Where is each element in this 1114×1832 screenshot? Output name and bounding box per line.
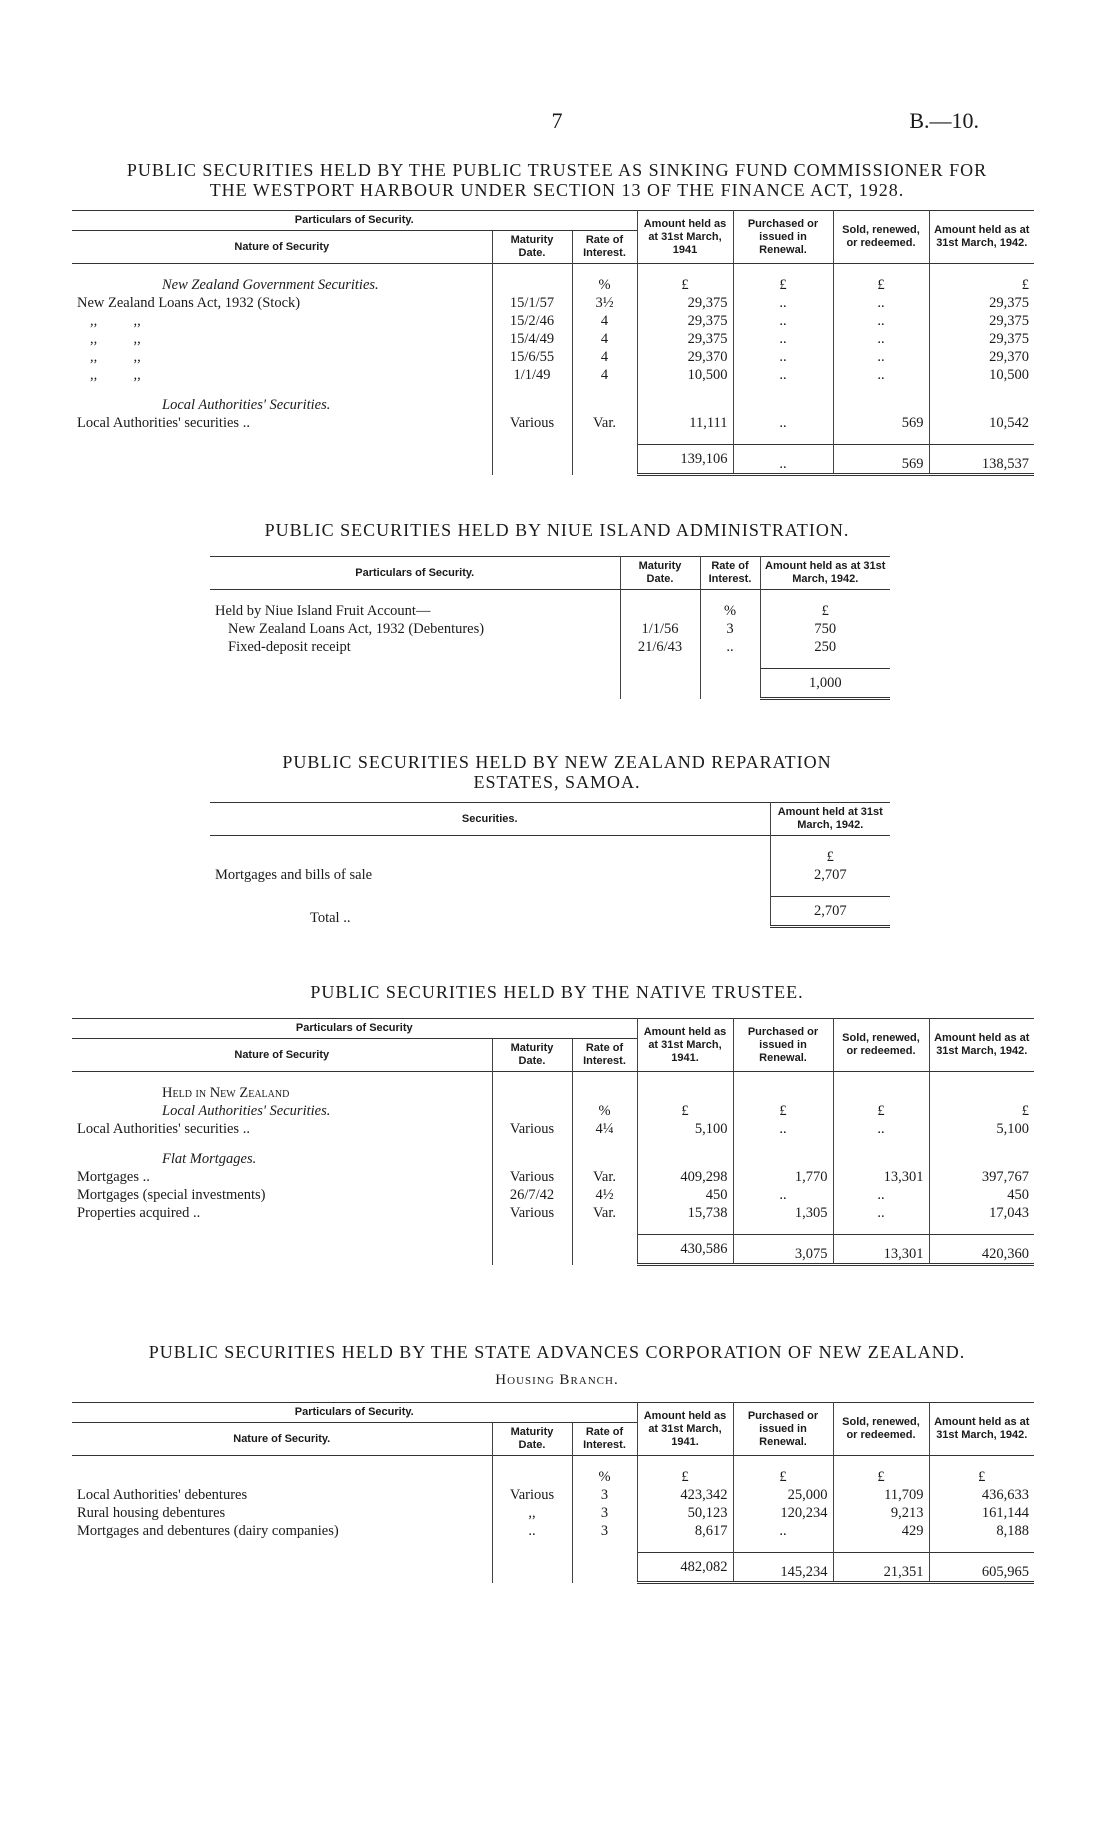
held-1941: 10,500: [637, 366, 733, 384]
total-purchased: ..: [733, 445, 833, 475]
group-title: Held by Niue Island Fruit Account—: [215, 603, 431, 619]
sold: 569: [833, 414, 929, 432]
held-1942: 10,500: [929, 366, 1034, 384]
table-row: [72, 1204, 1034, 1222]
niue-heading: PUBLIC SECURITIES HELD BY NIUE ISLAND ADMINISTRATION.: [264, 520, 850, 540]
purchased: ..: [733, 330, 833, 348]
particulars-header: Particulars of Security.: [355, 566, 475, 579]
sold: ..: [833, 1186, 929, 1204]
held-1942-unit: £: [929, 276, 1034, 294]
total-held-1941: 430,586: [637, 1235, 733, 1265]
security-name: Mortgages and bills of sale: [215, 867, 373, 883]
purchased-unit: £: [733, 1468, 833, 1486]
table-row: [72, 366, 1034, 384]
total-held-1941: 482,082: [637, 1553, 733, 1583]
purchased-unit: £: [733, 276, 833, 294]
table-row: [72, 1186, 1034, 1204]
held-1942-header: Amount held as at 31st March, 1942.: [929, 1403, 1034, 1456]
total-held-1942: 138,537: [929, 445, 1034, 475]
held-1942: 8,188: [929, 1522, 1034, 1540]
interest-rate: 3: [572, 1486, 637, 1504]
security-label: [210, 866, 770, 884]
held-1941: 8,617: [637, 1522, 733, 1540]
held-1941: 50,123: [637, 1504, 733, 1522]
held-1942: 17,043: [929, 1204, 1034, 1222]
sold: 11,709: [833, 1486, 929, 1504]
rate-unit: %: [700, 602, 760, 620]
total-sold: 21,351: [833, 1553, 929, 1583]
purchased-header: Purchased or issued in Renewal.: [733, 1403, 833, 1456]
purchased: ..: [733, 1186, 833, 1204]
rate-header: Rate of Interest.: [572, 231, 637, 264]
security-label: [210, 620, 620, 638]
rate-header: Rate of Interest.: [572, 1423, 637, 1456]
rate-unit: %: [572, 276, 637, 294]
held-1942-header: Amount held as at 31st March, 1942.: [929, 211, 1034, 264]
security-nature: Mortgages ..: [77, 1169, 150, 1185]
held-1942-unit: £: [929, 1468, 1034, 1486]
table-row: [210, 638, 890, 656]
group-title: Local Authorities' Securities.: [162, 397, 331, 413]
group-title: Held in New Zealand: [162, 1085, 290, 1101]
maturity-date: Various: [492, 1204, 572, 1222]
interest-rate: 3: [572, 1504, 637, 1522]
native-heading: PUBLIC SECURITIES HELD BY THE NATIVE TRUSTEE.: [310, 982, 804, 1002]
table-row: [72, 348, 1034, 366]
niue-table: [210, 556, 890, 700]
purchased: 1,305: [733, 1204, 833, 1222]
table-row: [72, 1168, 1034, 1186]
amount-unit: £: [760, 602, 890, 620]
interest-rate: Var.: [572, 1168, 637, 1186]
security-nature: ,, ,,: [90, 349, 141, 365]
westport-heading: [60, 160, 1054, 200]
amount: 2,707: [770, 866, 890, 884]
held-1941-header: Amount held as at 31st March, 1941.: [637, 1019, 733, 1072]
westport-heading-line1: PUBLIC SECURITIES HELD BY THE PUBLIC TRUSTEE AS SINKING FUND COMMISSIONER FOR: [126, 160, 988, 180]
held-1942-header: Amount held as at 31st March, 1942.: [929, 1019, 1034, 1072]
held-1942: 29,375: [929, 294, 1034, 312]
interest-rate: ..: [700, 638, 760, 656]
purchased-header: Purchased or issued in Renewal.: [733, 1019, 833, 1072]
interest-rate: 3: [572, 1522, 637, 1540]
interest-rate: 4¼: [572, 1120, 637, 1138]
purchased: ..: [733, 1120, 833, 1138]
table-row: [210, 866, 890, 884]
held-1941: 29,375: [637, 330, 733, 348]
sold-unit: £: [833, 276, 929, 294]
total-amount: 2,707: [770, 897, 890, 927]
maturity-header: Maturity Date.: [492, 231, 572, 264]
interest-rate: Var.: [572, 414, 637, 432]
purchased: ..: [733, 312, 833, 330]
group-title: Local Authorities' Securities.: [162, 1103, 331, 1119]
security-nature: Local Authorities' securities ..: [77, 415, 250, 431]
security-label: [210, 638, 620, 656]
held-1941: 15,738: [637, 1204, 733, 1222]
held-1941-header: Amount held as at 31st March, 1941.: [637, 1403, 733, 1456]
held-1942: 5,100: [929, 1120, 1034, 1138]
amount-unit: £: [770, 848, 890, 866]
held-1942: 450: [929, 1186, 1034, 1204]
sold: ..: [833, 1204, 929, 1222]
table-row: [72, 1120, 1034, 1138]
held-1941: 29,375: [637, 294, 733, 312]
group-title: New Zealand Government Securities.: [162, 277, 379, 293]
samoa-heading-line2: ESTATES, SAMOA.: [473, 772, 641, 792]
securities-header: Securities.: [461, 812, 518, 825]
amount-header: Amount held at 31st March, 1942.: [770, 803, 890, 836]
table-row: [210, 620, 890, 638]
sold: 9,213: [833, 1504, 929, 1522]
samoa-heading-line1: PUBLIC SECURITIES HELD BY NEW ZEALAND REPARATION: [282, 752, 832, 772]
rate-header: Rate of Interest.: [572, 1039, 637, 1072]
interest-rate: 3: [700, 620, 760, 638]
maturity-date: Various: [492, 1168, 572, 1186]
held-1942: 29,375: [929, 330, 1034, 348]
security-nature: Properties acquired ..: [77, 1205, 201, 1221]
page-number: 7: [551, 108, 563, 133]
purchased-header: Purchased or issued in Renewal.: [733, 211, 833, 264]
sold-header: Sold, renewed, or redeemed.: [833, 1403, 929, 1456]
maturity-date: Various: [492, 1120, 572, 1138]
table-row: [72, 330, 1034, 348]
security-nature: Mortgages and debentures (dairy companies): [77, 1523, 339, 1539]
purchased-unit: £: [733, 1102, 833, 1120]
interest-rate: 4½: [572, 1186, 637, 1204]
maturity-header: Maturity Date.: [620, 557, 700, 590]
maturity-date: 15/4/49: [492, 330, 572, 348]
sold: ..: [833, 312, 929, 330]
purchased: 25,000: [733, 1486, 833, 1504]
interest-rate: 4: [572, 348, 637, 366]
sold-header: Sold, renewed, or redeemed.: [833, 211, 929, 264]
total-row: [210, 669, 890, 699]
security-nature: ,, ,,: [90, 313, 141, 329]
document-code: B.—10.: [909, 108, 979, 133]
sold: ..: [833, 294, 929, 312]
total-purchased: 3,075: [733, 1235, 833, 1265]
interest-rate: 4: [572, 366, 637, 384]
table-row: [72, 1486, 1034, 1504]
interest-rate: 4: [572, 330, 637, 348]
table-row: [72, 312, 1034, 330]
particulars-header: Particulars of Security.: [294, 214, 414, 226]
purchased: ..: [733, 414, 833, 432]
table-row: [72, 414, 1034, 432]
held-1941-unit: £: [637, 276, 733, 294]
security-nature: Rural housing debentures: [77, 1505, 226, 1521]
total-held-1942: 605,965: [929, 1553, 1034, 1583]
held-1942: 29,375: [929, 312, 1034, 330]
total-sold: 13,301: [833, 1235, 929, 1265]
total-sold: 569: [833, 445, 929, 475]
security-nature: ,, ,,: [90, 367, 141, 383]
table-row: [72, 1504, 1034, 1522]
state-table: [72, 1402, 1034, 1584]
held-1941: 423,342: [637, 1486, 733, 1504]
total-row: [72, 445, 1034, 475]
sold: ..: [833, 1120, 929, 1138]
maturity-header: Maturity Date.: [492, 1039, 572, 1072]
total-held-1942: 420,360: [929, 1235, 1034, 1265]
rate-header: Rate of Interest.: [700, 557, 760, 590]
maturity-date: 1/1/56: [620, 620, 700, 638]
nature-header: Nature of Security: [72, 1039, 492, 1072]
sold-unit: £: [833, 1102, 929, 1120]
held-1941: 11,111: [637, 414, 733, 432]
held-1941: 29,370: [637, 348, 733, 366]
held-1942: 397,767: [929, 1168, 1034, 1186]
security-nature: ,, ,,: [90, 331, 141, 347]
held-1941: 5,100: [637, 1120, 733, 1138]
interest-rate: Var.: [572, 1204, 637, 1222]
samoa-table: [210, 802, 890, 928]
held-1942: 161,144: [929, 1504, 1034, 1522]
maturity-header: Maturity Date.: [492, 1423, 572, 1456]
security-nature: New Zealand Loans Act, 1932 (Stock): [77, 295, 301, 311]
interest-rate: 3½: [572, 294, 637, 312]
held-1941-header: Amount held as at 31st March, 1941: [637, 211, 733, 264]
sold-header: Sold, renewed, or redeemed.: [833, 1019, 929, 1072]
sold: ..: [833, 366, 929, 384]
amount-header: Amount held as at 31st March, 1942.: [760, 557, 890, 590]
table-row: [72, 1522, 1034, 1540]
rate-unit: %: [572, 1102, 637, 1120]
purchased: 1,770: [733, 1168, 833, 1186]
purchased: ..: [733, 348, 833, 366]
westport-heading-line2: THE WESTPORT HARBOUR UNDER SECTION 13 OF THE FINANCE ACT, 1928.: [209, 180, 905, 200]
total-label: Total ..: [310, 909, 351, 926]
maturity-date: ..: [492, 1522, 572, 1540]
nature-header: Nature of Security.: [72, 1423, 492, 1456]
westport-units-row: [72, 276, 1034, 294]
total-held-1941: 139,106: [637, 445, 733, 475]
total-row: [72, 1235, 1034, 1265]
total-amount: 1,000: [760, 669, 890, 699]
particulars-header: Particulars of Security: [295, 1022, 413, 1034]
held-1941: 409,298: [637, 1168, 733, 1186]
purchased: ..: [733, 294, 833, 312]
maturity-date: ,,: [492, 1504, 572, 1522]
held-1941-unit: £: [637, 1102, 733, 1120]
state-subheading: Housing Branch.: [495, 1372, 619, 1388]
table-row: [72, 294, 1034, 312]
sold: ..: [833, 330, 929, 348]
total-row: [210, 897, 890, 927]
samoa-heading: [60, 752, 1054, 792]
group-title: Flat Mortgages.: [162, 1151, 257, 1167]
nature-header: Nature of Security: [72, 231, 492, 264]
westport-header-row: [72, 211, 1034, 231]
total-row: [72, 1553, 1034, 1583]
maturity-date: 15/6/55: [492, 348, 572, 366]
maturity-date: 15/2/46: [492, 312, 572, 330]
total-purchased: 145,234: [733, 1553, 833, 1583]
security-name: Fixed-deposit receipt: [228, 639, 351, 655]
state-heading: PUBLIC SECURITIES HELD BY THE STATE ADVANCES CORPORATION OF NEW ZEALAND.: [148, 1342, 966, 1362]
sold: 13,301: [833, 1168, 929, 1186]
sold-unit: £: [833, 1468, 929, 1486]
westport-table: [72, 210, 1034, 476]
security-nature: Local Authorities' securities ..: [77, 1121, 250, 1137]
held-1941: 29,375: [637, 312, 733, 330]
purchased: ..: [733, 1522, 833, 1540]
maturity-date: 26/7/42: [492, 1186, 572, 1204]
sold: 429: [833, 1522, 929, 1540]
maturity-date: 21/6/43: [620, 638, 700, 656]
held-1941: 450: [637, 1186, 733, 1204]
maturity-date: Various: [492, 414, 572, 432]
maturity-date: Various: [492, 1486, 572, 1504]
held-1941-unit: £: [637, 1468, 733, 1486]
purchased: 120,234: [733, 1504, 833, 1522]
sold: ..: [833, 348, 929, 366]
held-1942: 29,370: [929, 348, 1034, 366]
held-1942: 10,542: [929, 414, 1034, 432]
particulars-header: Particulars of Security.: [294, 1406, 414, 1418]
held-1942: 436,633: [929, 1486, 1034, 1504]
security-name: New Zealand Loans Act, 1932 (Debentures): [228, 621, 485, 637]
held-1942-unit: £: [929, 1102, 1034, 1120]
amount: 250: [760, 638, 890, 656]
maturity-date: 15/1/57: [492, 294, 572, 312]
security-nature: Mortgages (special investments): [77, 1187, 266, 1203]
native-table: [72, 1018, 1034, 1266]
security-nature: Local Authorities' debentures: [77, 1487, 248, 1503]
rate-unit: %: [572, 1468, 637, 1486]
purchased: ..: [733, 366, 833, 384]
interest-rate: 4: [572, 312, 637, 330]
maturity-date: 1/1/49: [492, 366, 572, 384]
amount: 750: [760, 620, 890, 638]
